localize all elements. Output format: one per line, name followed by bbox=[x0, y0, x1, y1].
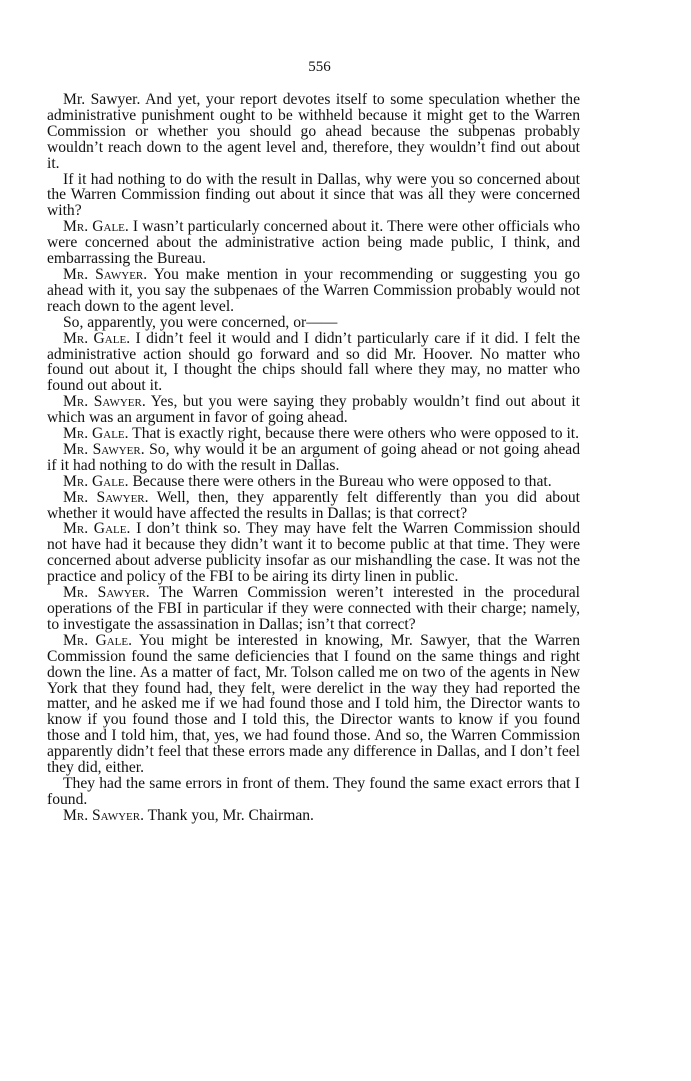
paragraph-3 bbox=[47, 219, 580, 267]
speaker-name: Mr. Gale. bbox=[63, 218, 129, 236]
speaker-name: Mr. Gale. bbox=[63, 520, 131, 538]
paragraph-12-text: I don’t think so. They may have felt the Warren Commission should not have had it because they didn’t want it to become public at that time. They were concerned about adverse publicity insofar as our mishandling the case. It was not the practice and policy of the FBI to be airing its dirty linen in public. bbox=[47, 520, 581, 586]
paragraph-16-text: Thank you, Mr. Chairman. bbox=[144, 806, 314, 824]
paragraph-7-text: Yes, but you were saying they probably wouldn’t find out about it which was an argument in favor of going ahead. bbox=[47, 393, 581, 427]
paragraph-5 bbox=[47, 315, 580, 331]
paragraph-6-text: I didn’t feel it would and I didn’t particularly care if it did. I felt the administrative action should go forward and so did Mr. Hoover. No matter who found out about it, I thought the chips should fall where they may, no matter who found out about it. bbox=[47, 329, 580, 395]
paragraph-9-text: So, why would it be an argument of going ahead or not going ahead if it had nothing to do with the result in Dallas. bbox=[47, 440, 581, 474]
paragraph-4 bbox=[47, 267, 580, 315]
speaker-name: Mr. Sawyer. bbox=[63, 265, 148, 283]
speaker-name: Mr. Gale. bbox=[63, 631, 133, 649]
speaker-name: Mr. Sawyer. bbox=[63, 584, 150, 602]
page-number: 556 bbox=[308, 59, 331, 75]
speaker-name: Mr. Sawyer. bbox=[63, 806, 145, 824]
paragraph-5-text: So, apparently, you were concerned, or—— bbox=[63, 313, 338, 331]
paragraph-8-text: That is exactly right, because there were others who were opposed to it. bbox=[128, 425, 580, 443]
speaker-name: Mr. Sawyer. bbox=[63, 488, 149, 506]
paragraph-2 bbox=[47, 172, 580, 220]
paragraph-1 bbox=[47, 92, 580, 172]
document-page bbox=[47, 58, 580, 824]
paragraph-15 bbox=[47, 776, 580, 808]
paragraph-3-text: I wasn’t particularly concerned about it. There were other officials who were concerned about the administrative action being made public, I think, and embarrassing the Bureau. bbox=[47, 218, 580, 268]
paragraph-16 bbox=[47, 808, 580, 824]
speaker-name: Mr. Sawyer. bbox=[63, 440, 145, 458]
paragraph-8 bbox=[47, 426, 580, 442]
paragraph-9 bbox=[47, 442, 580, 474]
speaker-name: Mr. Gale. bbox=[63, 329, 131, 347]
speaker-name: Mr. Sawyer. bbox=[63, 393, 146, 411]
paragraph-15-text: They had the same errors in front of them. They found the same exact errors that I found. bbox=[47, 774, 580, 808]
paragraph-10 bbox=[47, 474, 580, 490]
paragraph-6 bbox=[47, 331, 580, 395]
paragraph-13 bbox=[47, 585, 580, 633]
paragraph-12 bbox=[47, 521, 580, 585]
paragraph-14 bbox=[47, 633, 580, 776]
paragraph-1-text: Mr. Sawyer. And yet, your report devotes itself to some speculation whether the administrative punishment ought to be withheld because it might get to the Warren Commission or whether you should go ahead because the subpenas probably wouldn’t reach down to the agent level and, therefore, they wouldn’t find out about it. bbox=[47, 91, 580, 172]
paragraph-11 bbox=[47, 490, 580, 522]
speaker-name: Mr. Gale. bbox=[63, 472, 129, 490]
paragraph-13-text: The Warren Commission weren’t interested in the procedural operations of the FBI in particular if they were connected with their charge; namely, to investigate the assassination in Dallas; isn’t that correct? bbox=[47, 584, 581, 633]
paragraph-11-text: Well, then, they apparently felt differently than you did about whether it would have affected the results in Dallas; is that correct? bbox=[47, 488, 580, 522]
paragraph-2-text: If it had nothing to do with the result in Dallas, why were you so concerned about the Warren Commission finding out about it since that was all they were concerned with? bbox=[47, 170, 580, 220]
paragraph-10-text: Because there were others in the Bureau who were opposed to that. bbox=[128, 472, 552, 490]
paragraph-7 bbox=[47, 394, 580, 426]
paragraph-4-text: You make mention in your recommending or suggesting you go ahead with it, you say the subpenaes of the Warren Commission probably would not reach down to the agent level. bbox=[47, 265, 580, 315]
speaker-name: Mr. Gale. bbox=[63, 425, 129, 443]
paragraph-14-text: You might be interested in knowing, Mr. Sawyer, that the Warren Commission found the same deficiencies that I found on the same things and right down the line. As a matter of fact, Mr. Tolson called me on two of the agents in New York that they found had, they felt, were derelict in the way they had reported the matter, and he asked me if we had found those and I told him, the Director wants to know if you found those and I told this, the Director wants to know if you found those and I told him, that, yes, we had found those. And so, the Warren Commission apparently didn’t feel that these errors made any difference in Dallas, and I don’t feel they did, either. bbox=[47, 631, 580, 777]
